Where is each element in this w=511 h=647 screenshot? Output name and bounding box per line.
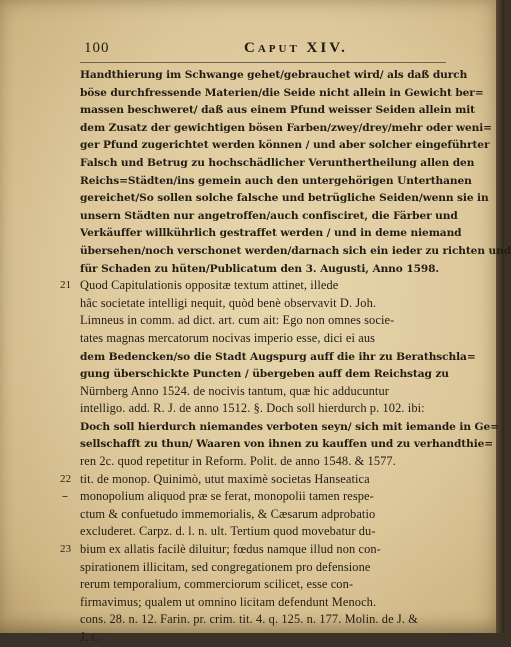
line-text: Quod Capitulationis oppositæ textum attinet, illede	[80, 278, 339, 293]
text-line	[80, 418, 499, 436]
line-text: sellschafft zu thun/ Waaren von ihnen zu kauffen und zu verhandthie=	[80, 438, 494, 451]
line-text: Handthierung im Schwange gehet/gebrauchet wird/ als daß durch	[80, 69, 468, 81]
line-text: Falsch und Betrug zu hochschädlicher Verunthertheilung allen den	[80, 156, 475, 169]
text-line	[80, 506, 456, 524]
text-line	[80, 435, 494, 453]
text-line	[80, 189, 489, 207]
line-text: gereichet/So sollen solche falsche und betrügliche Seiden/wenn sie in	[80, 192, 489, 205]
line-text: massen beschweret/ daß aus einem Pfund weisser Seiden allein mit	[80, 104, 475, 117]
line-text: gung überschickte Puncten / übergeben auff dem Reichstag zu	[80, 368, 449, 381]
text-line	[80, 312, 456, 330]
text-line	[80, 154, 475, 172]
text-line	[80, 348, 476, 366]
text-line	[80, 84, 484, 102]
line-text: excluderet. Carpz. d. l. n. ult. Tertium quod movebatur du-	[80, 524, 376, 539]
line-text: rerum temporalium, commerciorum scilicet, esse con-	[80, 577, 354, 592]
line-text: übersehen/noch verschonet werden/darnach sich ein ieder zu richten und	[80, 244, 511, 257]
text-line	[80, 260, 456, 278]
text-line	[62, 488, 456, 506]
line-text: tit. de monop. Quinimò, utut maximè societas Hanseatica	[80, 471, 370, 486]
line-text: Doch soll hierdurch niemandes verboten seyn/ sich mit iemande in Ge=	[80, 420, 499, 433]
text-line	[80, 576, 456, 594]
running-head: Caput XIV.	[244, 40, 348, 56]
margin-number: 21	[60, 279, 72, 292]
text-line	[80, 453, 456, 471]
text-line	[60, 277, 456, 295]
line-text: ren 2c. quod repetitur in Reform. Polit. de anno 1548. & 1577.	[80, 454, 396, 469]
margin-number: 22	[60, 472, 72, 485]
margin-mark: –	[62, 489, 69, 504]
text-line	[80, 365, 456, 383]
line-text: ger Pfund zugerichtet werden können / und aber solcher eingeführter	[80, 139, 490, 152]
text-line	[80, 119, 492, 137]
text-line	[80, 172, 472, 190]
line-text: dem Zusatz der gewichtigen bösen Farben/zwey/drey/mehr oder weni=	[80, 121, 492, 134]
text-line	[80, 629, 456, 647]
line-text: böse durchfressende Materien/die Seide nicht allein in Gewicht ber=	[80, 86, 484, 99]
text-line	[80, 66, 468, 84]
text-line	[80, 400, 456, 418]
header-rule	[80, 62, 446, 63]
text-line	[80, 224, 462, 242]
text-line	[80, 207, 456, 225]
text-line	[80, 330, 456, 348]
line-text: Limneus in comm. ad dict. art. cum ait: Ego non omnes socie-	[80, 313, 395, 328]
text-line	[80, 136, 490, 154]
line-text: cons. 28. n. 12. Farin. pr. crim. tit. 4. q. 125. n. 177. Molin. de J. &	[80, 612, 418, 627]
line-text: für Schaden zu hüten/Publicatum den 3. Augusti, Anno 1598.	[80, 262, 440, 275]
text-line	[80, 559, 456, 577]
line-text: Reichs=Städten/ins gemein auch den untergehörigen Unterthanen	[80, 174, 472, 187]
line-text: dem Bedencken/so die Stadt Augspurg auff die ihr zu Berathschla=	[80, 350, 476, 363]
text-line	[80, 611, 456, 629]
margin-number: 23	[60, 543, 72, 556]
text-line	[80, 594, 456, 612]
text-line	[60, 541, 456, 559]
text-line	[80, 383, 456, 401]
body-text	[60, 66, 511, 647]
line-text: bium ex allatis facilè diluitur; fœdus namque illud non con-	[80, 542, 381, 557]
line-text: hâc societate intelligi nequit, quòd benè observavit D. Joh.	[80, 295, 377, 310]
line-text: unsern Städten nur angetroffen/auch confisciret, die Färber und	[80, 209, 458, 222]
line-text: tates magnas mercatorum nocivas imperio esse, dici ei aus	[80, 330, 376, 345]
text-line	[80, 101, 475, 119]
text-line	[80, 523, 456, 541]
page-number: 100	[84, 40, 110, 56]
line-text: intelligo. add. R. J. de anno 1512. §. Doch soll hierdurch p. 102. ibi:	[80, 401, 425, 416]
page-edge-shadow	[496, 0, 504, 633]
line-text: ctum & confuetudo immemorialis, & Cæsarum adprobatio	[80, 506, 376, 521]
page-header	[84, 40, 444, 62]
line-text: spirationem illicitam, sed congregationem pro defensione	[80, 559, 371, 574]
text-line	[80, 242, 511, 260]
line-text: J. t.	[80, 630, 99, 644]
text-line	[60, 471, 456, 489]
text-line	[80, 295, 456, 313]
line-text: Nürnberg Anno 1524. de nocivis tantum, quæ hic adducuntur	[80, 383, 389, 398]
line-text: Verkäuffer willkührlich gestraffet werden / und in deme niemand	[80, 227, 462, 240]
line-text: firmavimus; qualem ut omnino licitam defendunt Menoch.	[80, 594, 377, 609]
line-text: monopolium aliquod præ se ferat, monopolii tamen respe-	[80, 489, 374, 504]
